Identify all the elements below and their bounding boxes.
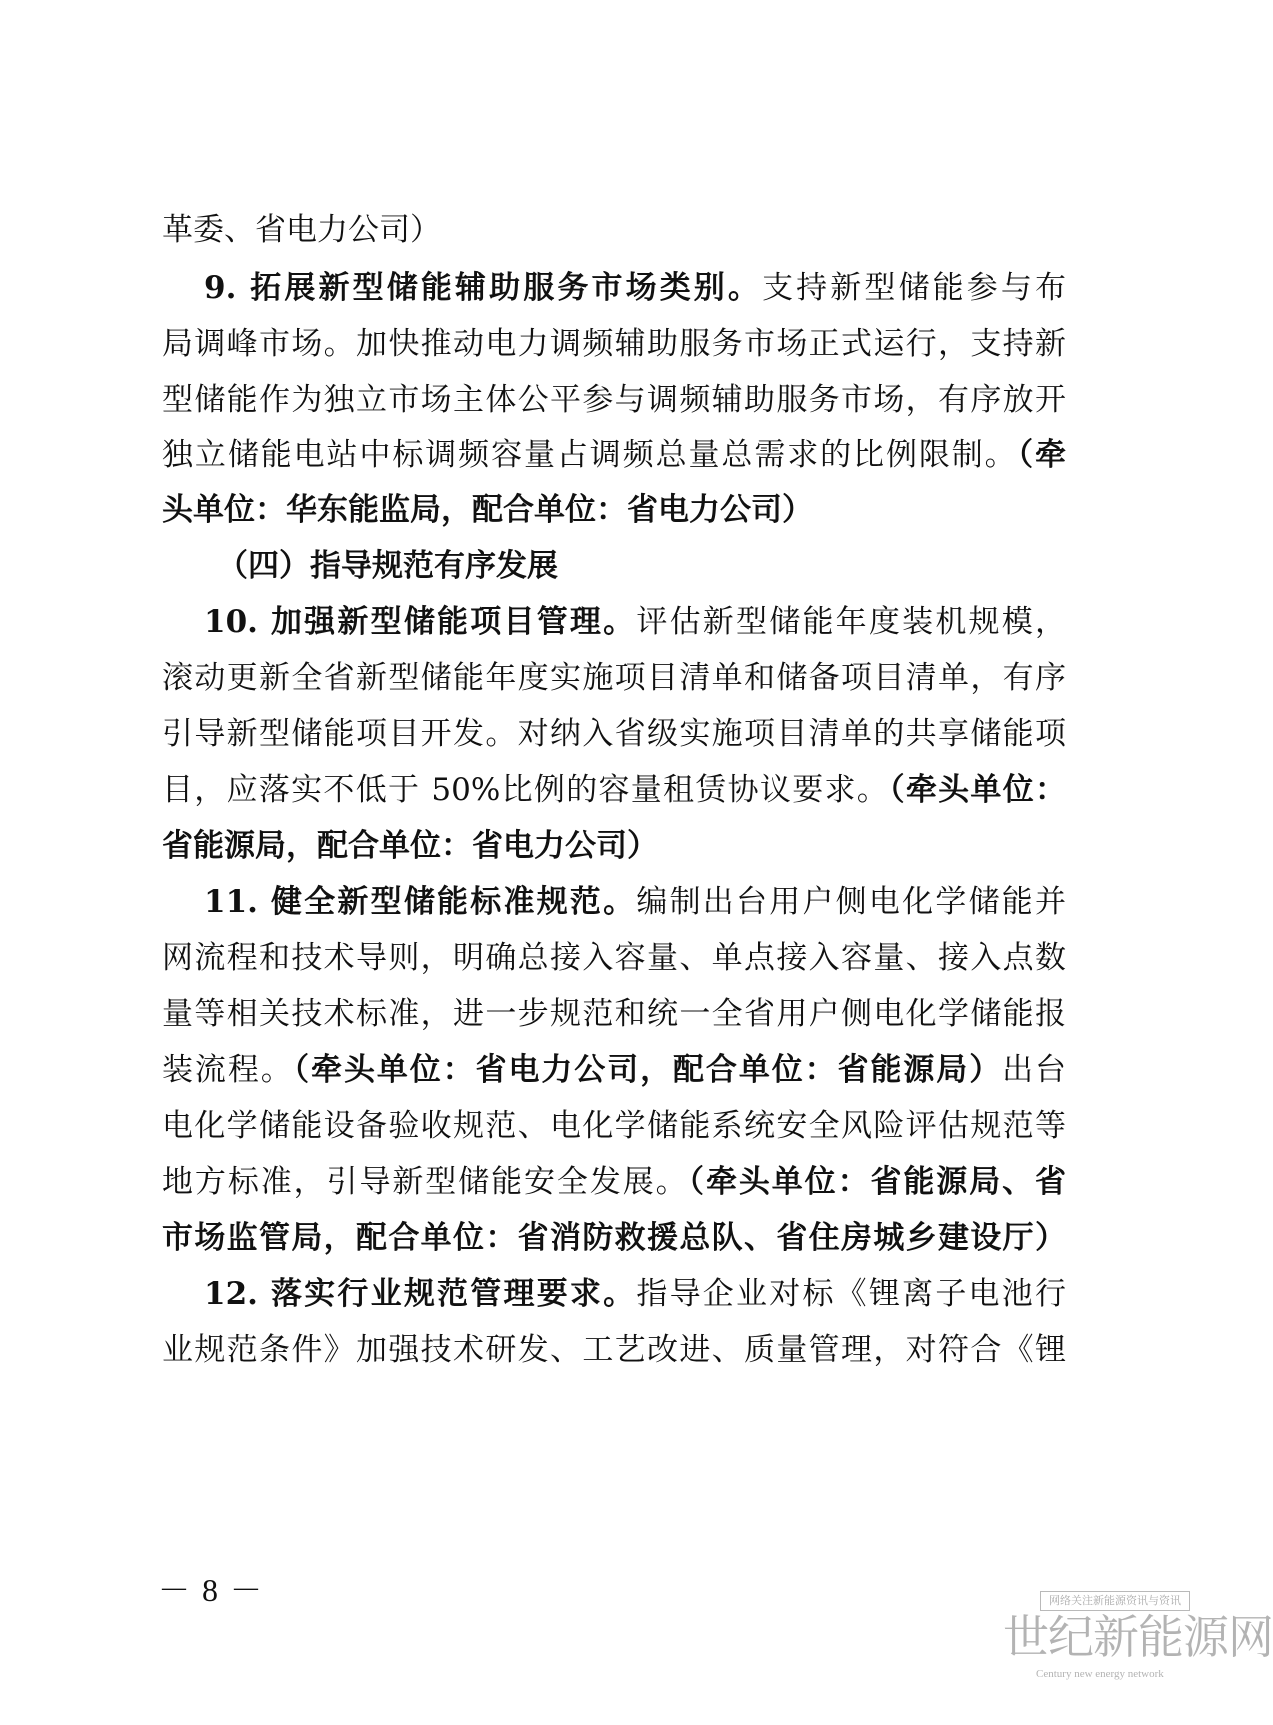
section-9-heading-line: 9. 拓展新型储能辅助服务市场类别。支持新型储能参与布 xyxy=(204,270,1067,306)
section-11-heading-line: 11. 健全新型储能标准规范。编制出台用户侧电化学储能并 xyxy=(204,884,1066,920)
paragraph-line: 型储能作为独立市场主体公平参与调频辅助服务市场，有序放开 xyxy=(162,382,1066,418)
paragraph-line: 地方标准，引导新型储能安全发展。（牵头单位：省能源局、省 xyxy=(162,1164,1067,1200)
paragraph-line: 目，应落实不低于 50%比例的容量租赁协议要求。（牵头单位： xyxy=(162,772,1066,808)
section-heading: （四）指导规范有序发展 xyxy=(217,548,558,584)
watermark-logo-text: 世纪新能源网 xyxy=(1003,1610,1273,1664)
paragraph-line: 电化学储能设备验收规范、电化学储能系统安全风险评估规范等 xyxy=(162,1108,1066,1144)
paragraph-line: 引导新型储能项目开发。对纳入省级实施项目清单的共享储能项 xyxy=(162,716,1066,752)
paragraph-line: 头单位：华东能监局，配合单位：省电力公司） xyxy=(162,492,813,528)
paragraph-line: 革委、省电力公司） xyxy=(162,212,441,248)
paragraph-line: 省能源局，配合单位：省电力公司） xyxy=(162,828,658,864)
page-number: － 8 － xyxy=(158,1572,265,1608)
paragraph-line: 市场监管局，配合单位：省消防救援总队、省住房城乡建设厅） xyxy=(162,1220,1066,1256)
paragraph-line: 局调峰市场。加快推动电力调频辅助服务市场正式运行，支持新 xyxy=(162,326,1066,362)
paragraph-line: 业规范条件》加强技术研发、工艺改进、质量管理，对符合《锂 xyxy=(162,1332,1066,1368)
watermark-banner: 网络关注新能源资讯与资讯 xyxy=(1040,1591,1190,1611)
paragraph-line: 量等相关技术标准，进一步规范和统一全省用户侧电化学储能报 xyxy=(162,996,1066,1032)
section-12-heading-line: 12. 落实行业规范管理要求。指导企业对标《锂离子电池行 xyxy=(204,1276,1066,1312)
paragraph-line: 独立储能电站中标调频容量占调频总量总需求的比例限制。（牵 xyxy=(162,437,1067,473)
paragraph-line: 滚动更新全省新型储能年度实施项目清单和储备项目清单，有序 xyxy=(162,660,1066,696)
paragraph-line: 网流程和技术导则，明确总接入容量、单点接入容量、接入点数 xyxy=(162,940,1066,976)
paragraph-line: 装流程。（牵头单位：省电力公司，配合单位：省能源局）出台 xyxy=(162,1052,1067,1088)
watermark-subtitle: Century new energy network xyxy=(1036,1668,1164,1680)
section-10-heading-line: 10. 加强新型储能项目管理。评估新型储能年度装机规模， xyxy=(204,604,1066,640)
